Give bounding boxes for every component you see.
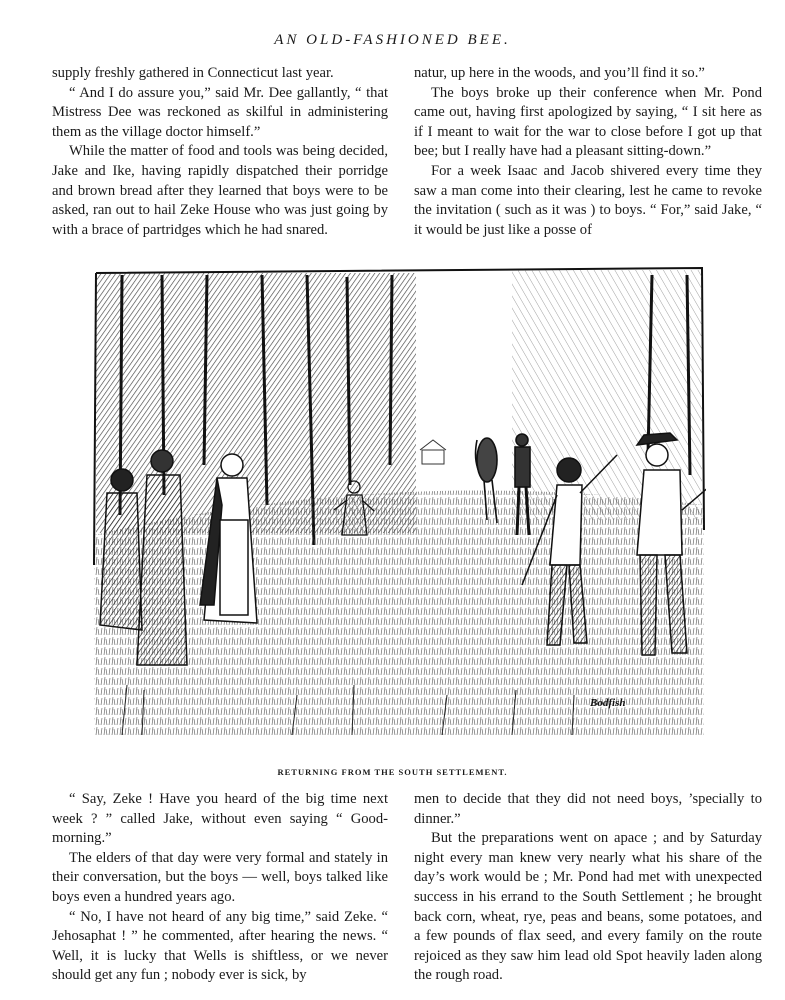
paragraph: supply freshly gathered in Connecticut last year.	[52, 65, 334, 81]
paragraph: But the preparations went on apace ; and by Saturday night every man knew very nearly what his share of the day’s work would be ; Mr. Pond had met with unexpected success in his errand to the South Settlement ; he brought back corn, wheat, rye, peas and beans, some potatoes, and a few pounds of flax seed, and every family on the route rejoiced as they saw him lead old Spot heavily laden along the rough road.	[414, 830, 762, 984]
paragraph: The elders of that day were very formal and stately in their conversation, but the boys — well, boys talked like boys even a hundred years ago.	[52, 849, 388, 905]
paragraph: The boys broke up their conference when Mr. Pond came out, having first apologized by saying, “ I sit here as if I meant to wait for the war to close before I got up that bee; but I really have had a pleasant sitting-down.”	[414, 84, 762, 160]
paragraph: While the matter of food and tools was being decided, Jake and Ike, having rapidly dispatched their porridge and brown bread after they learned that boys were to be asked, ran out to hail Zeke House who was just going by with a brace of partridges which he had snared.	[52, 143, 388, 238]
engraving-drawing	[92, 265, 706, 735]
paragraph: natur, up here in the woods, and you’ll find it so.”	[414, 65, 705, 81]
running-head: AN OLD-FASHIONED BEE.	[274, 32, 511, 48]
paragraph: “ And I do assure you,” said Mr. Dee gallantly, “ that Mistress Dee was reckoned as skilful in administering them as the village doctor himself.”	[52, 84, 388, 140]
top-right-column	[414, 64, 762, 240]
paragraph: men to decide that they did not need boys, ’specially to dinner.”	[414, 791, 762, 827]
paragraph: “ No, I have not heard of any big time,” said Zeke. “ Jehosaphat ! ” he commented, after hearing the news. “ Well, it is lucky that Wells is shiftless, or we never should get any fun ; nobody ever is sick, by	[52, 908, 388, 984]
bottom-right-column	[414, 790, 762, 986]
top-left-column	[52, 64, 388, 240]
illustration-caption: RETURNING FROM THE SOUTH SETTLEMENT.	[277, 767, 508, 777]
bottom-left-column	[52, 790, 388, 986]
paragraph: “ Say, Zeke ! Have you heard of the big time next week ? ” called Jake, without even saying “ Good-morning.”	[52, 791, 388, 847]
paragraph: For a week Isaac and Jacob shivered every time they saw a man come into their clearing, lest he came to revoke the invitation ( such as it was ) to boys. “ For,” said Jake, “ it would be just like a posse of	[414, 162, 762, 238]
artist-signature: Bodfish	[590, 697, 626, 709]
illustration	[92, 265, 706, 735]
